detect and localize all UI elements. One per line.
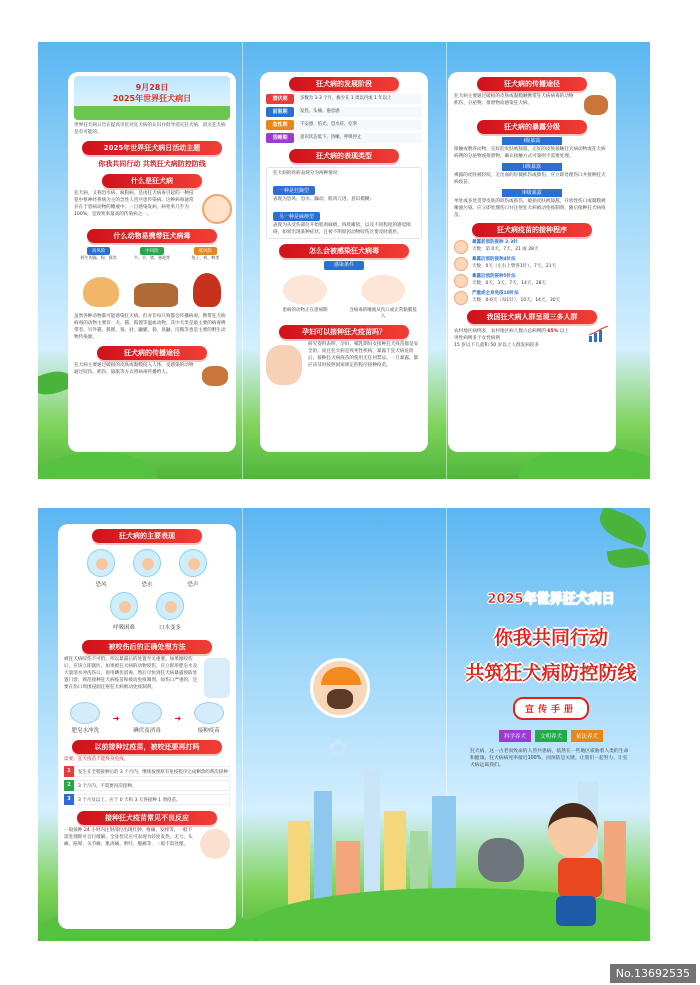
vaccine-title: 暴露前预防接种 2-3针 <box>472 240 518 245</box>
infect-left-text: 患病的动物正在患病期 <box>282 308 328 313</box>
cover-tag: 文明养犬 <box>535 730 567 742</box>
cover-slogan-2: 共筑狂犬病防控防线 <box>465 662 637 684</box>
vaccine-days: 天数：0天（左右上臂各1针）、7天、21天 <box>472 263 557 269</box>
doctor-illustration <box>204 658 230 698</box>
risk-text: 牛、羊、猪、骆驼等 <box>133 255 170 260</box>
iodine-icon <box>132 702 162 724</box>
treat-step <box>194 702 224 734</box>
vaccine-schedule-row <box>454 257 610 271</box>
day-banner <box>74 76 230 120</box>
arrow-right-icon: ➜ <box>112 713 120 723</box>
level-text: 裸露的皮肤被轻咬，无出血的轻微抓伤或擦伤，应立即处理伤口并接种狂犬病疫苗。 <box>454 173 606 185</box>
types-box <box>266 167 422 239</box>
stage-row <box>266 94 422 104</box>
types-intro: 狂犬病的疾病表现分为两种情况： <box>273 171 342 176</box>
animal-risk-low <box>183 247 227 261</box>
panel-top-middle <box>260 72 428 452</box>
treat-header: 被咬伤后的正确处理方法 <box>82 640 212 654</box>
watermark-id: No.13692535 <box>610 964 696 983</box>
intro-text: 世界狂犬病日旨在提高市民对狂犬病的认识并倡导消灭狂犬病，消灭狂犬病是有可能的。 <box>74 123 226 135</box>
what-text: 狂犬病，又称恐水病、疯狗病，是由狂犬病毒引起的一种侵犯中枢神经系统为主的急性人兽共患传染病。这种病毒通常存在于患病动物的唾液中。一旦感染发病，病死率几乎为 100%，是致死率最高的传染病之一。 <box>74 191 194 217</box>
fold-line <box>242 42 243 479</box>
transmission-text: 狂犬病主要通过破损的皮肤或黏膜侵入人体，受感染的动物通过咬伤、抓伤、舔舐等方式将病毒传播给人。 <box>74 363 194 375</box>
treat-step-label: 接种疫苗 <box>197 728 220 734</box>
step-text: 发生在全程接种后的 3 个月内，继续按照原有免疫程序完成剩余的剂次接种 <box>74 766 230 777</box>
animal-risk-mid <box>130 247 174 261</box>
route-text: 狂犬病主要通过破损的皮肤或黏膜触携带狂犬病病毒的动物抓伤、分泌物、排泄物而感染狂犬病。 <box>454 94 574 106</box>
stages-header: 狂犬病的发展阶段 <box>289 77 399 91</box>
level-tag: III级暴露 <box>502 189 562 197</box>
transmission-header: 狂犬病的传播途径 <box>97 346 207 360</box>
child-face-icon <box>133 549 161 577</box>
grass-decoration <box>38 452 158 479</box>
theme-header: 2025年世界狂犬病日活动主题 <box>82 141 222 155</box>
stage-desc: 发热、头痛、倦怠感 <box>296 107 422 117</box>
sick-dog-icon <box>283 275 327 305</box>
symptom-label: 口水变多 <box>158 625 181 631</box>
pregnant-woman-illustration <box>266 345 302 385</box>
treat-step-label: 肥皂水冲洗 <box>71 728 99 734</box>
stage-row <box>266 133 422 143</box>
cover-slogan-1: 你我共同行动 <box>493 627 608 649</box>
dog-umbrella-illustration <box>310 658 370 718</box>
person-icon <box>454 291 468 305</box>
risk-tag: 低风险 <box>194 247 218 255</box>
stage-desc: 不安感、怕光、恐水症、痉挛 <box>296 120 422 130</box>
leaf-decoration <box>595 508 650 548</box>
vaccine-days: 天数：0-6天（每1针）、10天、14天、30天 <box>472 297 561 303</box>
cover-tags <box>458 730 644 742</box>
cover-tag: 依法养犬 <box>571 730 603 742</box>
level-text: 接触或喂养动物，完好的皮肤被舔舐，完好的皮肤接触狂犬病动物或狂犬病病例的分泌物或排泄物，确认接触方式可靠则不需要处理。 <box>454 147 606 159</box>
person-icon <box>454 274 468 288</box>
infect-right-text: 含病毒的唾液从伤口或正常黏膜侵入 <box>349 308 417 319</box>
leaf-decoration <box>607 545 650 572</box>
child-face-icon <box>110 592 138 620</box>
risk-tag: 中风险 <box>140 247 164 255</box>
groups-text-1-end: 以上 <box>559 329 570 334</box>
growth-chart-icon <box>588 326 610 342</box>
chasing-dog-illustration <box>478 838 524 882</box>
dog-bite-illustration <box>202 194 232 224</box>
symptom-label: 恐水 <box>141 582 153 588</box>
dog-icon <box>83 277 119 307</box>
animals-note: 虽然各种动物都可能感染狂犬病，但并非每只狗都会传播病毒。携带狂犬病病毒的动物主要有：犬、猫、狐狸等温血动物，其中犬类是最主要的病毒携带者，另外猫、狐狸、狼、豺、鼬獾、貉、臭鼬、浣熊等也是主要的野生动物传染源。 <box>74 314 226 340</box>
treat-step <box>70 702 100 734</box>
types-header: 狂犬病的表现类型 <box>289 149 399 163</box>
animal-risk-high <box>77 247 121 261</box>
prior-note: 需要。狂犬疫苗不能终身免疫。 <box>64 757 129 762</box>
symptoms-header: 狂犬病的主要表现 <box>92 529 202 543</box>
symptom-label: 恐风 <box>95 582 107 588</box>
fold-line <box>242 508 243 941</box>
soap-water-icon <box>70 702 100 724</box>
panel-top-left <box>68 72 236 452</box>
groups-text-1: 农村地区病例多，农村地区病人数占总病例的 <box>454 329 546 334</box>
treat-steps <box>58 698 236 734</box>
symptom-item <box>101 592 147 631</box>
stage-name: 潜伏期 <box>266 94 294 104</box>
infect-label: 感染条件 <box>324 261 364 270</box>
cover-subtitle: 宣传手册 <box>513 697 589 720</box>
banner-grass <box>74 106 230 120</box>
dog-bite-icon <box>361 275 405 305</box>
stage-name: 前驱期 <box>266 107 294 117</box>
levels-header: 狂犬病的暴露分级 <box>477 120 587 134</box>
animal-risk-list <box>68 245 236 263</box>
stage-name: 昏睡期 <box>266 133 294 143</box>
brochure-outside-sheet <box>38 508 650 941</box>
pregnant-header: 孕妇可以接种狂犬疫苗吗？ <box>279 325 409 339</box>
panel-bottom-left <box>58 524 236 929</box>
vaccine-schedule-row <box>454 240 610 254</box>
prior-step <box>64 794 230 805</box>
route-header: 狂犬病的传播途径 <box>477 77 587 91</box>
vaccine-title: 暴露后预防接种5针法 <box>472 274 516 279</box>
infect-conditions <box>260 273 428 321</box>
dog-icon <box>584 95 608 115</box>
theme-text: 你我共同行动 共筑狂犬病防控防线 <box>98 160 206 168</box>
step-number: 2 <box>64 780 74 791</box>
type-paralytic-tag: 另一种是麻痹型 <box>273 212 320 221</box>
level-text: 单处或多处贯穿皮肤的咬伤或抓伤，破损皮肤被舔舐，开放性伤口或黏膜被唾液污染。应立即处理伤口并注射狂犬病被动免疫制剂，随后接种狂犬病疫苗。 <box>454 199 606 218</box>
vaccine-days: 天数：第 0天、7天、21 或 28天 <box>472 246 539 252</box>
umbrella-icon <box>321 667 361 685</box>
step-number: 1 <box>64 766 74 777</box>
banner-date: 9月28日 <box>135 83 169 92</box>
vaccine-title: 严重或全身免疫10针法 <box>472 291 519 296</box>
vaccine-days: 天数：0天、3天、7天、14天、28天 <box>472 280 547 286</box>
brochure-inside-sheet <box>38 42 650 479</box>
person-icon <box>454 240 468 254</box>
banner-title: 2025年世界狂犬病日 <box>112 94 192 103</box>
symptom-item <box>78 549 124 588</box>
what-header: 什么是狂犬病 <box>102 174 202 188</box>
running-boy-legs-illustration <box>556 896 596 926</box>
vaccine-header: 狂犬病疫苗的接种程序 <box>472 223 592 237</box>
treat-step-label: 碘伏及消毒 <box>133 728 161 734</box>
prior-step <box>64 780 230 791</box>
groups-text <box>448 328 588 342</box>
cover-tag: 科学养犬 <box>499 730 531 742</box>
risk-text: 野生的猫、狗、狐等 <box>80 255 117 260</box>
type-furious-text: 表现为恐风、恐水、躁动、肌肉亢进、意识模糊； <box>273 197 375 202</box>
stage-desc: 意识状态低下、昏睡、呼吸停止 <box>296 133 422 143</box>
child-face-icon <box>87 549 115 577</box>
prior-header: 以前接种过疫苗，被咬还要再打吗 <box>72 740 222 754</box>
symptom-item <box>147 592 193 631</box>
vaccine-icon <box>194 702 224 724</box>
step-text: 3 个月内，不需要再次接种。 <box>74 780 230 791</box>
panel-top-right <box>448 72 616 452</box>
person-icon <box>454 257 468 271</box>
type-paralytic-text: 表现为从受伤部位开始肌肉麻痹，四肢瘫软，以及不同程度的感觉障碍。如果出现某种症状，且被不明原因动物咬伤过要及时就医。 <box>273 223 411 235</box>
groups-header: 我国狂犬病人群呈现三多人群 <box>467 310 597 324</box>
treat-step <box>132 702 162 734</box>
side-effects-text: 一般接种 24 小时内注射部位出现红肿、疼痛、发痒等，一般不需处理即可自行缓解，全身性反应可表现为轻度发热、无力、头痛、眩晕、关节痛、肌肉痛、呕吐、腹痛等，一般不需处理。 <box>64 828 193 847</box>
running-boy-head-illustration <box>548 803 598 858</box>
cover-title: 2025年世界狂犬病日 <box>487 592 615 607</box>
animals-illustration <box>68 263 236 307</box>
level-tag: II级暴露 <box>502 163 562 171</box>
stage-row <box>266 107 422 117</box>
treat-text: 被狂犬病咬伤不可怕，所以暴露后的处置至关重要。如果刚咬伤后，应该立即就医。如果被狂犬病的动物咬伤，应立即用肥皂水及大量清水冲洗伤口，再用碘伏消毒，然后尽快到狂犬病暴露预防处置门诊，规范接种狂犬病疫苗和被动免疫制剂，如伤口严重的，还要在伤口周围浸润注射狂犬病被动免疫制剂。 <box>64 657 198 690</box>
carriers-header: 什么动物易携带狂犬病毒 <box>87 229 217 243</box>
risk-text: 兔子、鸡、鸭等 <box>191 255 220 260</box>
vaccine-schedule-row <box>454 274 610 288</box>
cover <box>458 588 644 769</box>
rooster-icon <box>193 273 221 307</box>
level-tag: I级暴露 <box>502 137 562 145</box>
prior-step <box>64 766 230 777</box>
symptom-item <box>170 549 216 588</box>
stage-desc: 多数为 1-3 个月，极少在 1 周以内或 1 年以上 <box>296 94 422 104</box>
running-boy-body-illustration <box>558 858 602 898</box>
symptom-item <box>124 549 170 588</box>
symptom-label: 呼吸困难 <box>112 625 135 631</box>
vaccine-title: 暴露后预防接种4针法 <box>472 257 516 262</box>
infect-condition <box>348 275 418 319</box>
infect-condition <box>270 275 340 319</box>
side-effects-header: 接种狂犬疫苗常见不良反应 <box>77 811 217 825</box>
risk-tag: 高风险 <box>87 247 111 255</box>
symptom-label: 恐声 <box>187 582 199 588</box>
type-furious-tag: 一种是狂躁型 <box>273 186 315 195</box>
cover-desc: 狂犬病，这一古老而致命的人兽共患病，依然在一些地区威胁着人类的生命和健康。狂犬病病死率接近100%，而预防是关键。让我们一起努力，让狂犬病远离我们。 <box>470 749 629 768</box>
infect-header: 怎么会被感染狂犬病毒 <box>279 244 409 258</box>
groups-text-2: 男性病例多于女性病例 <box>454 336 500 341</box>
stage-name: 急性期 <box>266 120 294 130</box>
dog-icon <box>202 366 228 386</box>
pregnant-text: 研究资料表明，孕妇、哺乳期妇女接种狂犬疫苗都是安全的。而且狂犬病是致死性疾病，暴露于狂犬病危险后，接种狂犬病疫苗的使用无任何禁忌。一旦暴露，都应该及时按照国家规定的程序接种疫苗。 <box>308 342 419 368</box>
child-face-icon <box>156 592 184 620</box>
dog-icon <box>327 689 353 709</box>
child-face-icon <box>179 549 207 577</box>
groups-text-3: 15 岁以下儿童和 50 岁以上人群发病较多 <box>454 343 539 348</box>
fold-line <box>446 42 447 479</box>
symptoms-grid <box>58 545 236 635</box>
cow-icon <box>134 283 178 307</box>
stage-row <box>266 120 422 130</box>
watermark-logo-icon: ✿ <box>328 734 349 762</box>
step-number: 3 <box>64 794 74 805</box>
groups-percent: 65% <box>547 329 559 334</box>
vaccine-schedule-row <box>454 291 610 305</box>
step-text: 3 个月及以上，应于 0 天和 3 天各接种 1 剂疫苗。 <box>74 794 230 805</box>
injection-arm-illustration <box>200 829 230 859</box>
arrow-right-icon: ➜ <box>174 713 182 723</box>
